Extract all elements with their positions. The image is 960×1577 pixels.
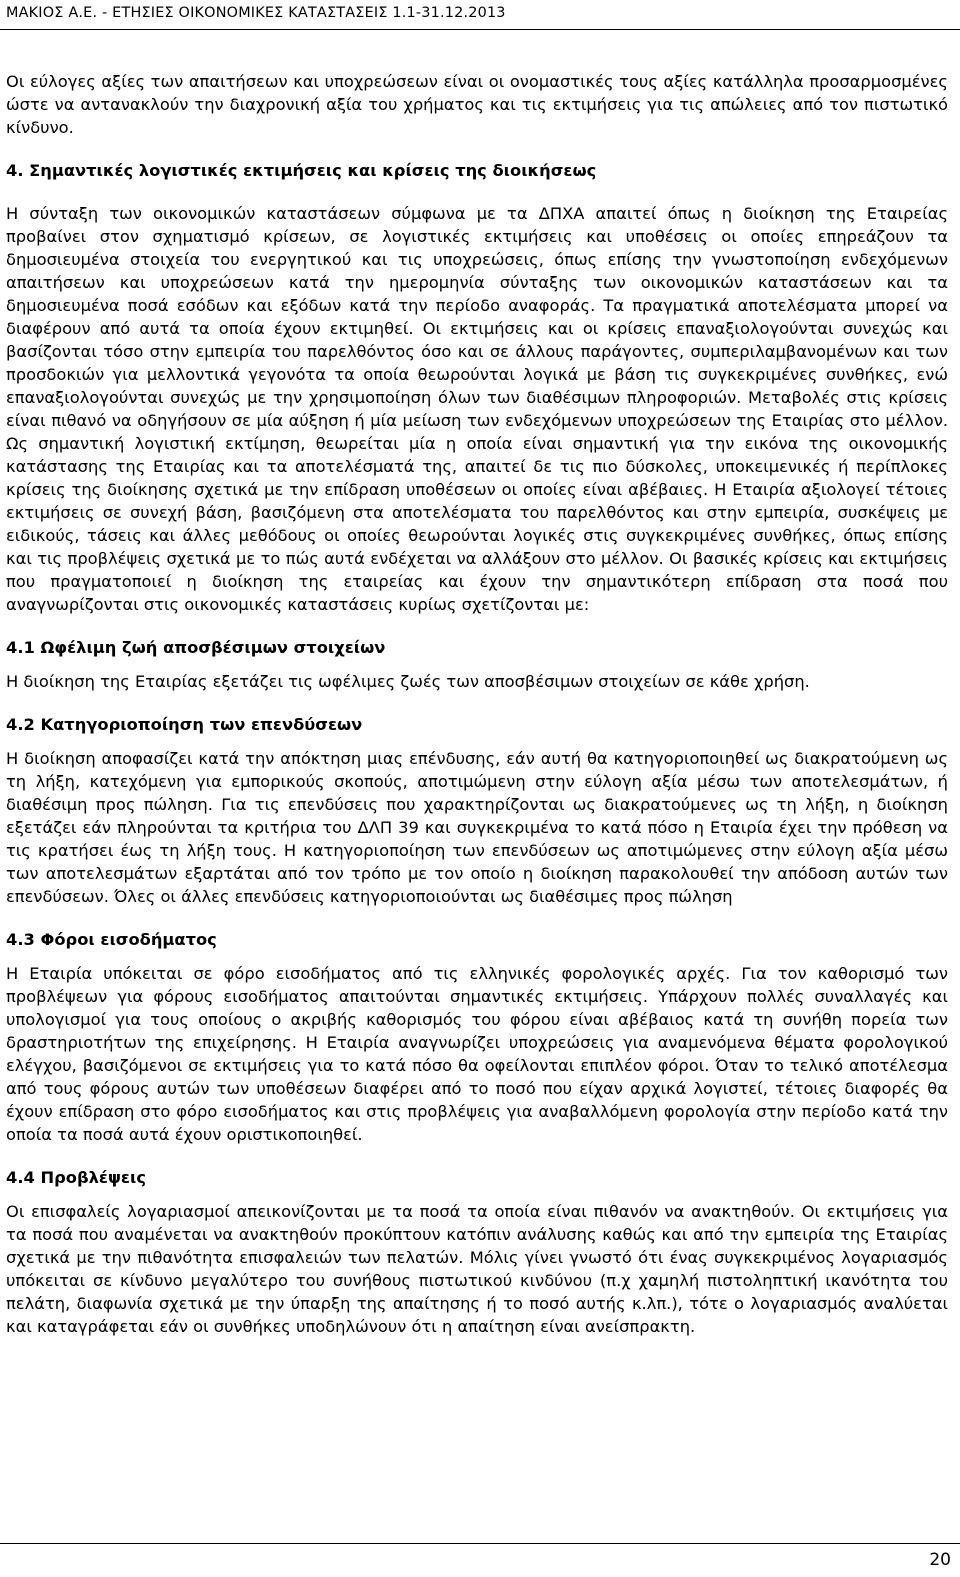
intro-paragraph: Οι εύλογες αξίες των απαιτήσεων και υποχρεώσεων είναι οι ονομαστικές τους αξίες κατάλληλα προσαρμοσμένες ώστε να αντανακλούν την διαχρονική αξία του χρήματος και τις εκτιμήσεις για τις απώλειες από τον πιστωτικό κίνδυνο.: [6, 72, 948, 137]
section-4-3-body: Η Εταιρία υπόκειται σε φόρο εισοδήματος από τις ελληνικές φορολογικές αρχές. Για τον καθορισμό των προβλέψεων για φόρους εισοδήματος απαιτούνται σημαντικές εκτιμήσεις. Υπάρχουν πολλές συναλλαγές και υπολογισμοί για τους οποίους ο ακριβής καθορισμός του φόρου είναι αβέβαιος κατά τη συνήθη πορεία των δραστηριοτήτων της επιχείρησης. Η Εταιρία αναγνωρίζει υποχρεώσεις για αναμενόμενα θέματα φορολογικού ελέγχου, βασιζόμενοι σε εκτιμήσεις για το κατά πόσο θα οφείλονται επιπλέον φόροι. Όταν το τελικό αποτέλεσμα από τους φόρους αυτών των υποθέσεων διαφέρει από το ποσό που είχαν αρχικά λογιστεί, τέτοιες διαφορές θα έχουν επίδραση στο φόρο εισοδήματος και στις προβλέψεις για αναβαλλόμενη φορολογία στην περίοδο κατά την οποία τα ποσά αυτά έχουν οριστικοποιηθεί.: [6, 964, 948, 1144]
page-header: [0, 0, 960, 30]
document-title: ΜΑΚΙΟΣ Α.Ε. - ΕΤΗΣΙΕΣ ΟΙΚΟΝΟΜΙΚΕΣ ΚΑΤΑΣΤΑΣΕΙΣ 1.1-31.12.2013: [6, 5, 506, 21]
section-4-body: Η σύνταξη των οικονομικών καταστάσεων σύμφωνα με τα ΔΠΧΑ απαιτεί όπως η διοίκηση της Εταιρείας προβαίνει στον σχηματισμό κρίσεων, σε λογιστικές εκτιμήσεις και υποθέσεις οι οποίες επηρεάζουν τα δημοσιευμένα στοιχεία του ενεργητικού και τις υποχρεώσεις, όπως επίσης την γνωστοποίηση ενδεχόμενων απαιτήσεων και υποχρεώσεων κατά την ημερομηνία σύνταξης των οικονομικών καταστάσεων και τα δημοσιευμένα ποσά εσόδων και εξόδων κατά την περίοδο αναφοράς. Τα πραγματικά αποτελέσματα μπορεί να διαφέρουν από αυτά τα οποία έχουν εκτιμηθεί. Οι εκτιμήσεις και οι κρίσεις επαναξιολογούνται συνεχώς και βασίζονται τόσο στην εμπειρία του παρελθόντος όσο και σε άλλους παράγοντες, συμπεριλαμβανομένων και των προσδοκιών για μελλοντικά γεγονότα τα οποία θεωρούνται λογικά με βάση τις συγκεκριμένες συνθήκες, ενώ επαναξιολογούνται συνεχώς με την χρησιμοποίηση όλων των διαθέσιμων πληροφοριών. Μεταβολές στις κρίσεις είναι πιθανό να οδηγήσουν σε μία αύξηση ή μία μείωση των ενδεχόμενων υποχρεώσεων της Εταιρίας στο μέλλον. Ως σημαντική λογιστική εκτίμηση, θεωρείται μία η οποία είναι σημαντική για την εικόνα της οικονομικής κατάστασης της Εταιρίας και τα αποτελέσματά της, απαιτεί δε τις πιο δύσκολες, υποκειμενικές ή περίπλοκες κρίσεις της διοίκησης σχετικά με την επίδραση υποθέσεων οι οποίες είναι αβέβαιες. Η Εταιρία αξιολογεί τέτοιες εκτιμήσεις σε συνεχή βάση, βασιζόμενη στα αποτελέσματα του παρελθόντος και στην εμπειρία, συσκέψεις με ειδικούς, τάσεις και άλλες μεθόδους οι οποίες θεωρούνται λογικές στις συγκεκριμένες συνθήκες, όπως επίσης και τις προβλέψεις σχετικά με το πώς αυτά ενδέχεται να αλλάξουν στο μέλλον. Οι βασικές κρίσεις και εκτιμήσεις που πραγματοποιεί η διοίκηση της εταιρείας και έχουν την σημαντικότερη επίδραση στα ποσά που αναγνωρίζονται στις οικονομικές καταστάσεις κυρίως σχετίζονται με:: [6, 204, 948, 614]
section-4-1-body: Η διοίκηση της Εταιρίας εξετάζει τις ωφέλιμες ζωές των αποσβέσιμων στοιχείων σε κάθε χρήση.: [6, 672, 810, 691]
page-content: [6, 70, 948, 1358]
page-footer: [0, 1543, 960, 1577]
page-number: 20: [929, 1550, 951, 1570]
section-4-4-body: Οι επισφαλείς λογαριασμοί απεικονίζονται με τα ποσά τα οποία είναι πιθανόν να ανακτηθούν. Οι εκτιμήσεις για τα ποσά που αναμένεται να ανακτηθούν προκύπτουν κατόπιν ανάλυσης καθώς και από την εμπειρία της Εταιρίας σχετικά με την πιθανότητα επισφαλειών των πελατών. Μόλις γίνει γνωστό ότι ένας συγκεκριμένος λογαριασμός υπόκειται σε κίνδυνο μεγαλύτερο του συνήθους πιστωτικού κινδύνου (π.χ χαμηλή πιστοληπτική ικανότητα του πελάτη, διαφωνία σχετικά με την ύπαρξη της απαίτησης ή το ποσό αυτής κ.λπ.), τότε ο λογαριασμός αναλύεται και καταγράφεται εάν οι συνθήκες υποδηλώνουν ότι η απαίτηση είναι ανείσπρακτη.: [6, 1202, 948, 1336]
section-4-2-body: Η διοίκηση αποφασίζει κατά την απόκτηση μιας επένδυσης, εάν αυτή θα κατηγοριοποιηθεί ως διακρατούμενη ως τη λήξη, κατεχόμενη για εμπορικούς σκοπούς, αποτιμώμενη στην εύλογη αξία μέσω των αποτελεσμάτων, ή διαθέσιμη προς πώληση. Για τις επενδύσεις που χαρακτηρίζονται ως διακρατούμενες ως τη λήξη, η διοίκηση εξετάζει εάν πληρούνται τα κριτήρια του ΔΛΠ 39 και συγκεκριμένα το κατά πόσο η Εταιρία έχει την πρόθεση να τις κρατήσει έως τη λήξη τους. Η κατηγοριοποίηση των επενδύσεων ως αποτιμώμενες στην εύλογη αξία μέσω των αποτελεσμάτων εξαρτάται από τον τρόπο με τον οποίο η διοίκηση παρακολουθεί την απόδοση αυτών των επενδύσεων. Όλες οι άλλες επενδύσεις κατηγοριοποιούνται ως διαθέσιμες προς πώληση: [6, 749, 948, 906]
section-4-2-heading: 4.2 Κατηγοριοποίηση των επενδύσεων: [6, 715, 363, 734]
section-4-3-heading: 4.3 Φόροι εισοδήματος: [6, 930, 217, 949]
section-4-1-heading: 4.1 Ωφέλιμη ζωή αποσβέσιμων στοιχείων: [6, 638, 386, 657]
section-4-heading: 4. Σημαντικές λογιστικές εκτιμήσεις και κρίσεις της διοικήσεως: [6, 161, 597, 180]
section-4-4-heading: 4.4 Προβλέψεις: [6, 1168, 146, 1187]
